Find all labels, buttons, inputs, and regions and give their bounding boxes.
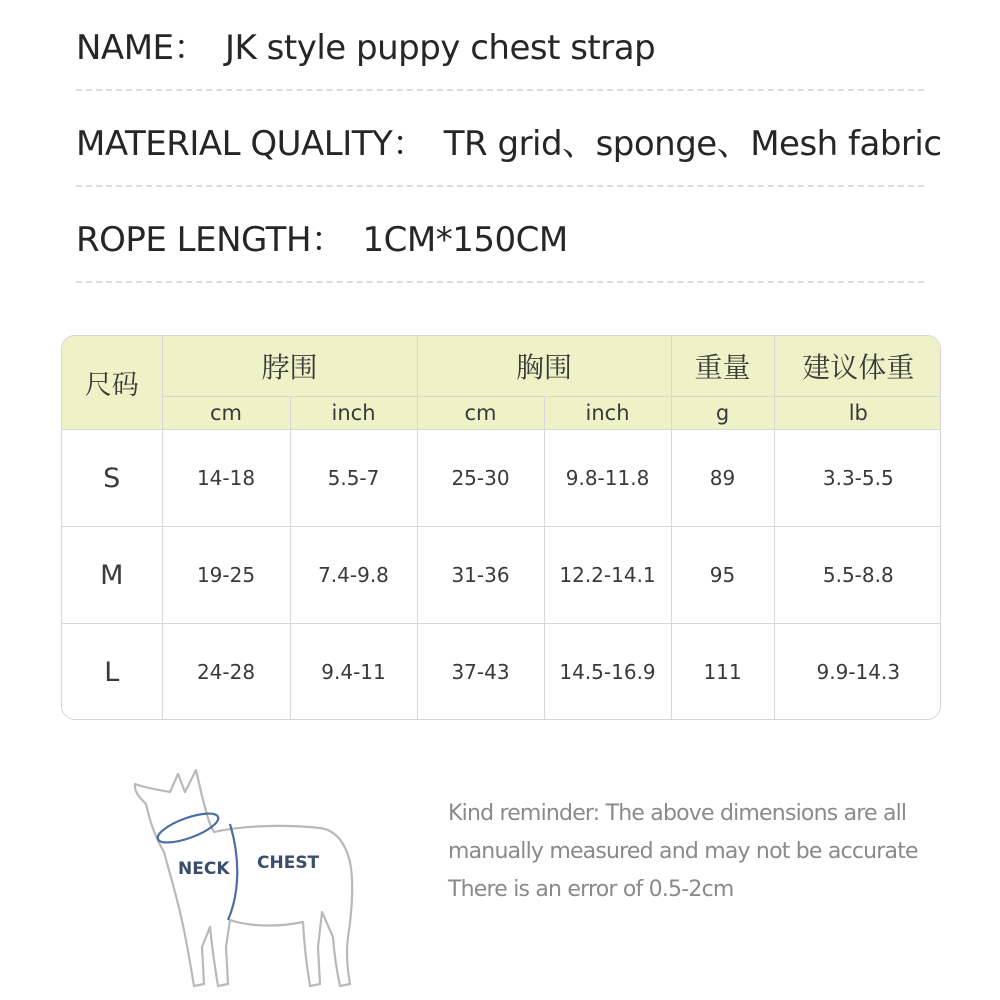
table-cell: 37-43	[417, 624, 544, 721]
spec-rope	[76, 212, 568, 261]
table-cell: 9.4-11	[290, 624, 417, 721]
dog-outline-icon	[130, 762, 360, 992]
table-row	[62, 624, 941, 721]
header-chest: 胸围	[417, 336, 671, 397]
spec-rope-label: ROPE LENGTH：	[76, 220, 345, 260]
table-row	[62, 527, 941, 624]
size-label: L	[62, 624, 162, 721]
divider	[76, 281, 924, 283]
divider	[76, 185, 924, 187]
unit-chest-inch: inch	[544, 397, 671, 430]
table-cell: 95	[671, 527, 774, 624]
table-cell: 31-36	[417, 527, 544, 624]
table-row	[62, 430, 941, 527]
neck-label: NECK	[178, 859, 230, 879]
unit-neck-inch: inch	[290, 397, 417, 430]
table-cell: 25-30	[417, 430, 544, 527]
size-chart-table	[61, 335, 941, 720]
table-cell: 9.8-11.8	[544, 430, 671, 527]
size-label: M	[62, 527, 162, 624]
unit-recommended-lb: lb	[774, 397, 941, 430]
spec-rope-value: 1CM*150CM	[362, 220, 568, 260]
table-cell: 14-18	[162, 430, 290, 527]
table-cell: 111	[671, 624, 774, 721]
table-cell: 14.5-16.9	[544, 624, 671, 721]
table-cell: 24-28	[162, 624, 290, 721]
dog-illustration	[130, 762, 360, 992]
header-neck: 脖围	[162, 336, 417, 397]
table-cell: 5.5-7	[290, 430, 417, 527]
unit-chest-cm: cm	[417, 397, 544, 430]
spec-name-label: NAME：	[76, 28, 208, 68]
header-size: 尺码	[62, 336, 162, 430]
table-cell: 89	[671, 430, 774, 527]
spec-name-value: JK style puppy chest strap	[225, 28, 656, 68]
header-weight: 重量	[671, 336, 774, 397]
reminder-line: manually measured and may not be accurate	[448, 839, 918, 864]
reminder-line: Kind reminder: The above dimensions are all	[448, 801, 907, 826]
header-recommended-weight: 建议体重	[774, 336, 941, 397]
table-cell: 19-25	[162, 527, 290, 624]
unit-neck-cm: cm	[162, 397, 290, 430]
spec-material-label: MATERIAL QUALITY：	[76, 124, 426, 164]
spec-material	[76, 116, 942, 165]
kind-reminder	[448, 795, 918, 909]
unit-weight-g: g	[671, 397, 774, 430]
table-cell: 5.5-8.8	[774, 527, 941, 624]
table-cell: 7.4-9.8	[290, 527, 417, 624]
spec-material-value: TR grid、sponge、Mesh fabric	[443, 124, 942, 164]
spec-name	[76, 20, 655, 69]
divider	[76, 89, 924, 91]
reminder-line: There is an error of 0.5-2cm	[448, 877, 734, 902]
table-cell: 12.2-14.1	[544, 527, 671, 624]
table-cell: 3.3-5.5	[774, 430, 941, 527]
chest-label: CHEST	[257, 853, 320, 873]
table-cell: 9.9-14.3	[774, 624, 941, 721]
size-label: S	[62, 430, 162, 527]
